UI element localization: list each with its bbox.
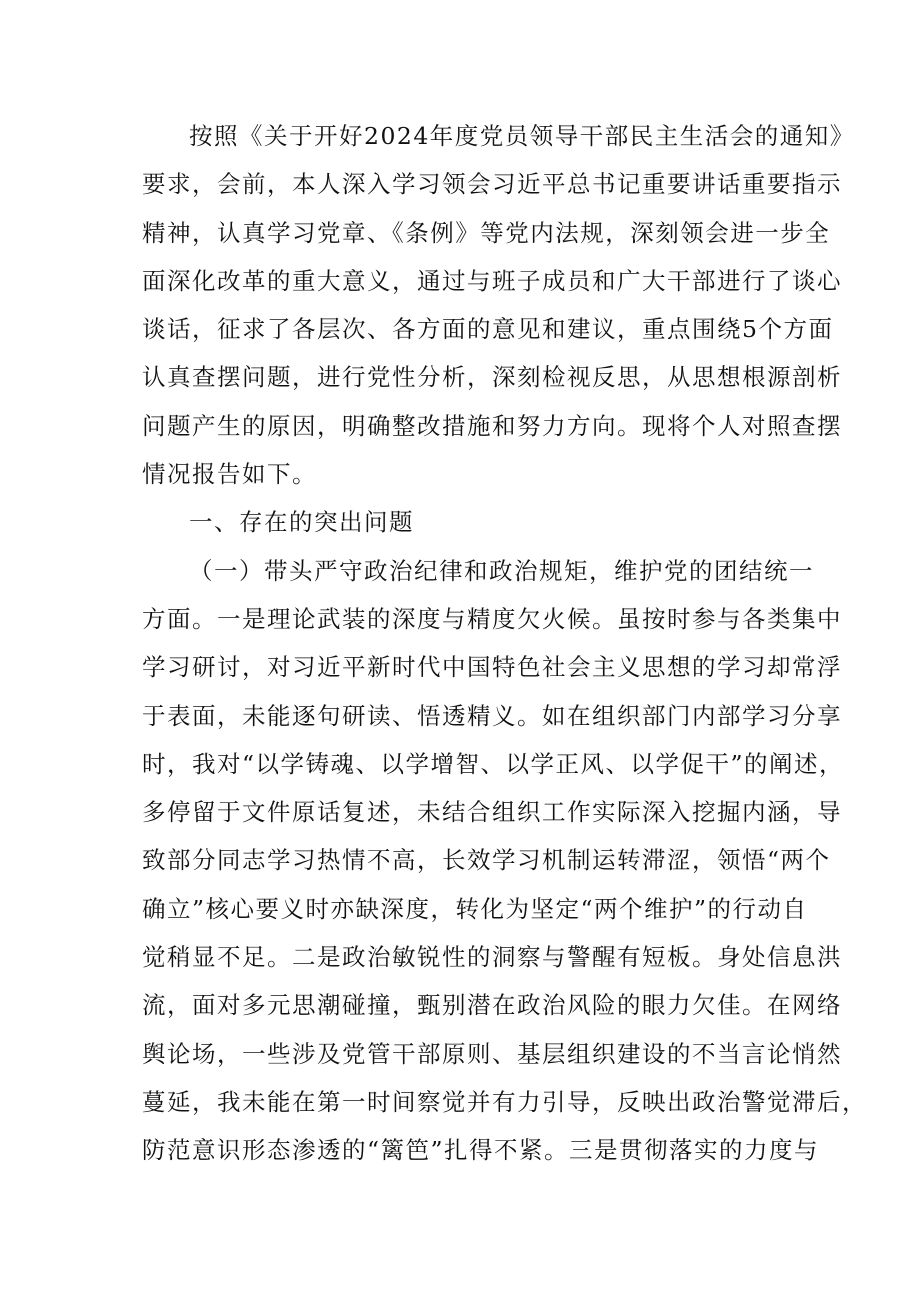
paragraph-line: 方面。一是理论武装的深度与精度欠火候。虽按时参与各类集中	[142, 604, 842, 633]
paragraph-line: 防范意识形态渗透的“篱笆”扎得不紧。三是贯彻落实的力度与	[142, 1136, 820, 1165]
paragraph-line: 精神，认真学习党章、《条例》等党内法规，深刻领会进一步全	[142, 218, 831, 247]
paragraph-line: 于表面，未能逐句研读、悟透精义。如在组织部门内部学习分享	[142, 701, 842, 730]
paragraph-line: 谈话，征求了各层次、各方面的意见和建议，重点围绕5个方面	[142, 315, 834, 344]
paragraph-line: 时，我对“以学铸魂、以学增智、以学正风、以学促干”的阐述，	[142, 749, 845, 778]
paragraph-line: 致部分同志学习热情不高，长效学习机制运转滞涩，领悟“两个	[142, 846, 831, 875]
subsection-heading-line: （一）带头严守政治纪律和政治规矩，维护党的团结统一	[189, 556, 814, 585]
paragraph-line: 按照《关于开好2024年度党员领导干部民主生活会的通知》	[189, 122, 855, 150]
paragraph-line: 蔓延，我未能在第一时间察觉并有力引导，反映出政治警觉滞后，	[142, 1087, 867, 1116]
section-heading: 一、存在的突出问题	[189, 508, 414, 537]
paragraph-line: 觉稍显不足。二是政治敏锐性的洞察与警醒有短板。身处信息洪	[142, 943, 842, 972]
paragraph-line: 问题产生的原因，明确整改措施和努力方向。现将个人对照查摆	[142, 411, 842, 440]
paragraph-line: 情况报告如下。	[142, 460, 317, 489]
paragraph-line: 确立”核心要义时亦缺深度，转化为坚定“两个维护”的行动自	[142, 894, 808, 923]
paragraph-line: 面深化改革的重大意义，通过与班子成员和广大干部进行了谈心	[142, 266, 842, 295]
document-body	[142, 112, 867, 1175]
paragraph-line: 舆论场，一些涉及党管干部原则、基层组织建设的不当言论悄然	[142, 1039, 842, 1068]
paragraph-line: 认真查摆问题，进行党性分析，深刻检视反思，从思想根源剖析	[142, 363, 842, 392]
paragraph-line: 学习研讨，对习近平新时代中国特色社会主义思想的学习却常浮	[142, 653, 842, 682]
paragraph-line: 要求，会前，本人深入学习领会习近平总书记重要讲话重要指示	[142, 170, 842, 199]
paragraph-line: 多停留于文件原话复述，未结合组织工作实际深入挖掘内涵，导	[142, 798, 842, 827]
paragraph-line: 流，面对多元思潮碰撞，甄别潜在政治风险的眼力欠佳。在网络	[142, 991, 842, 1020]
